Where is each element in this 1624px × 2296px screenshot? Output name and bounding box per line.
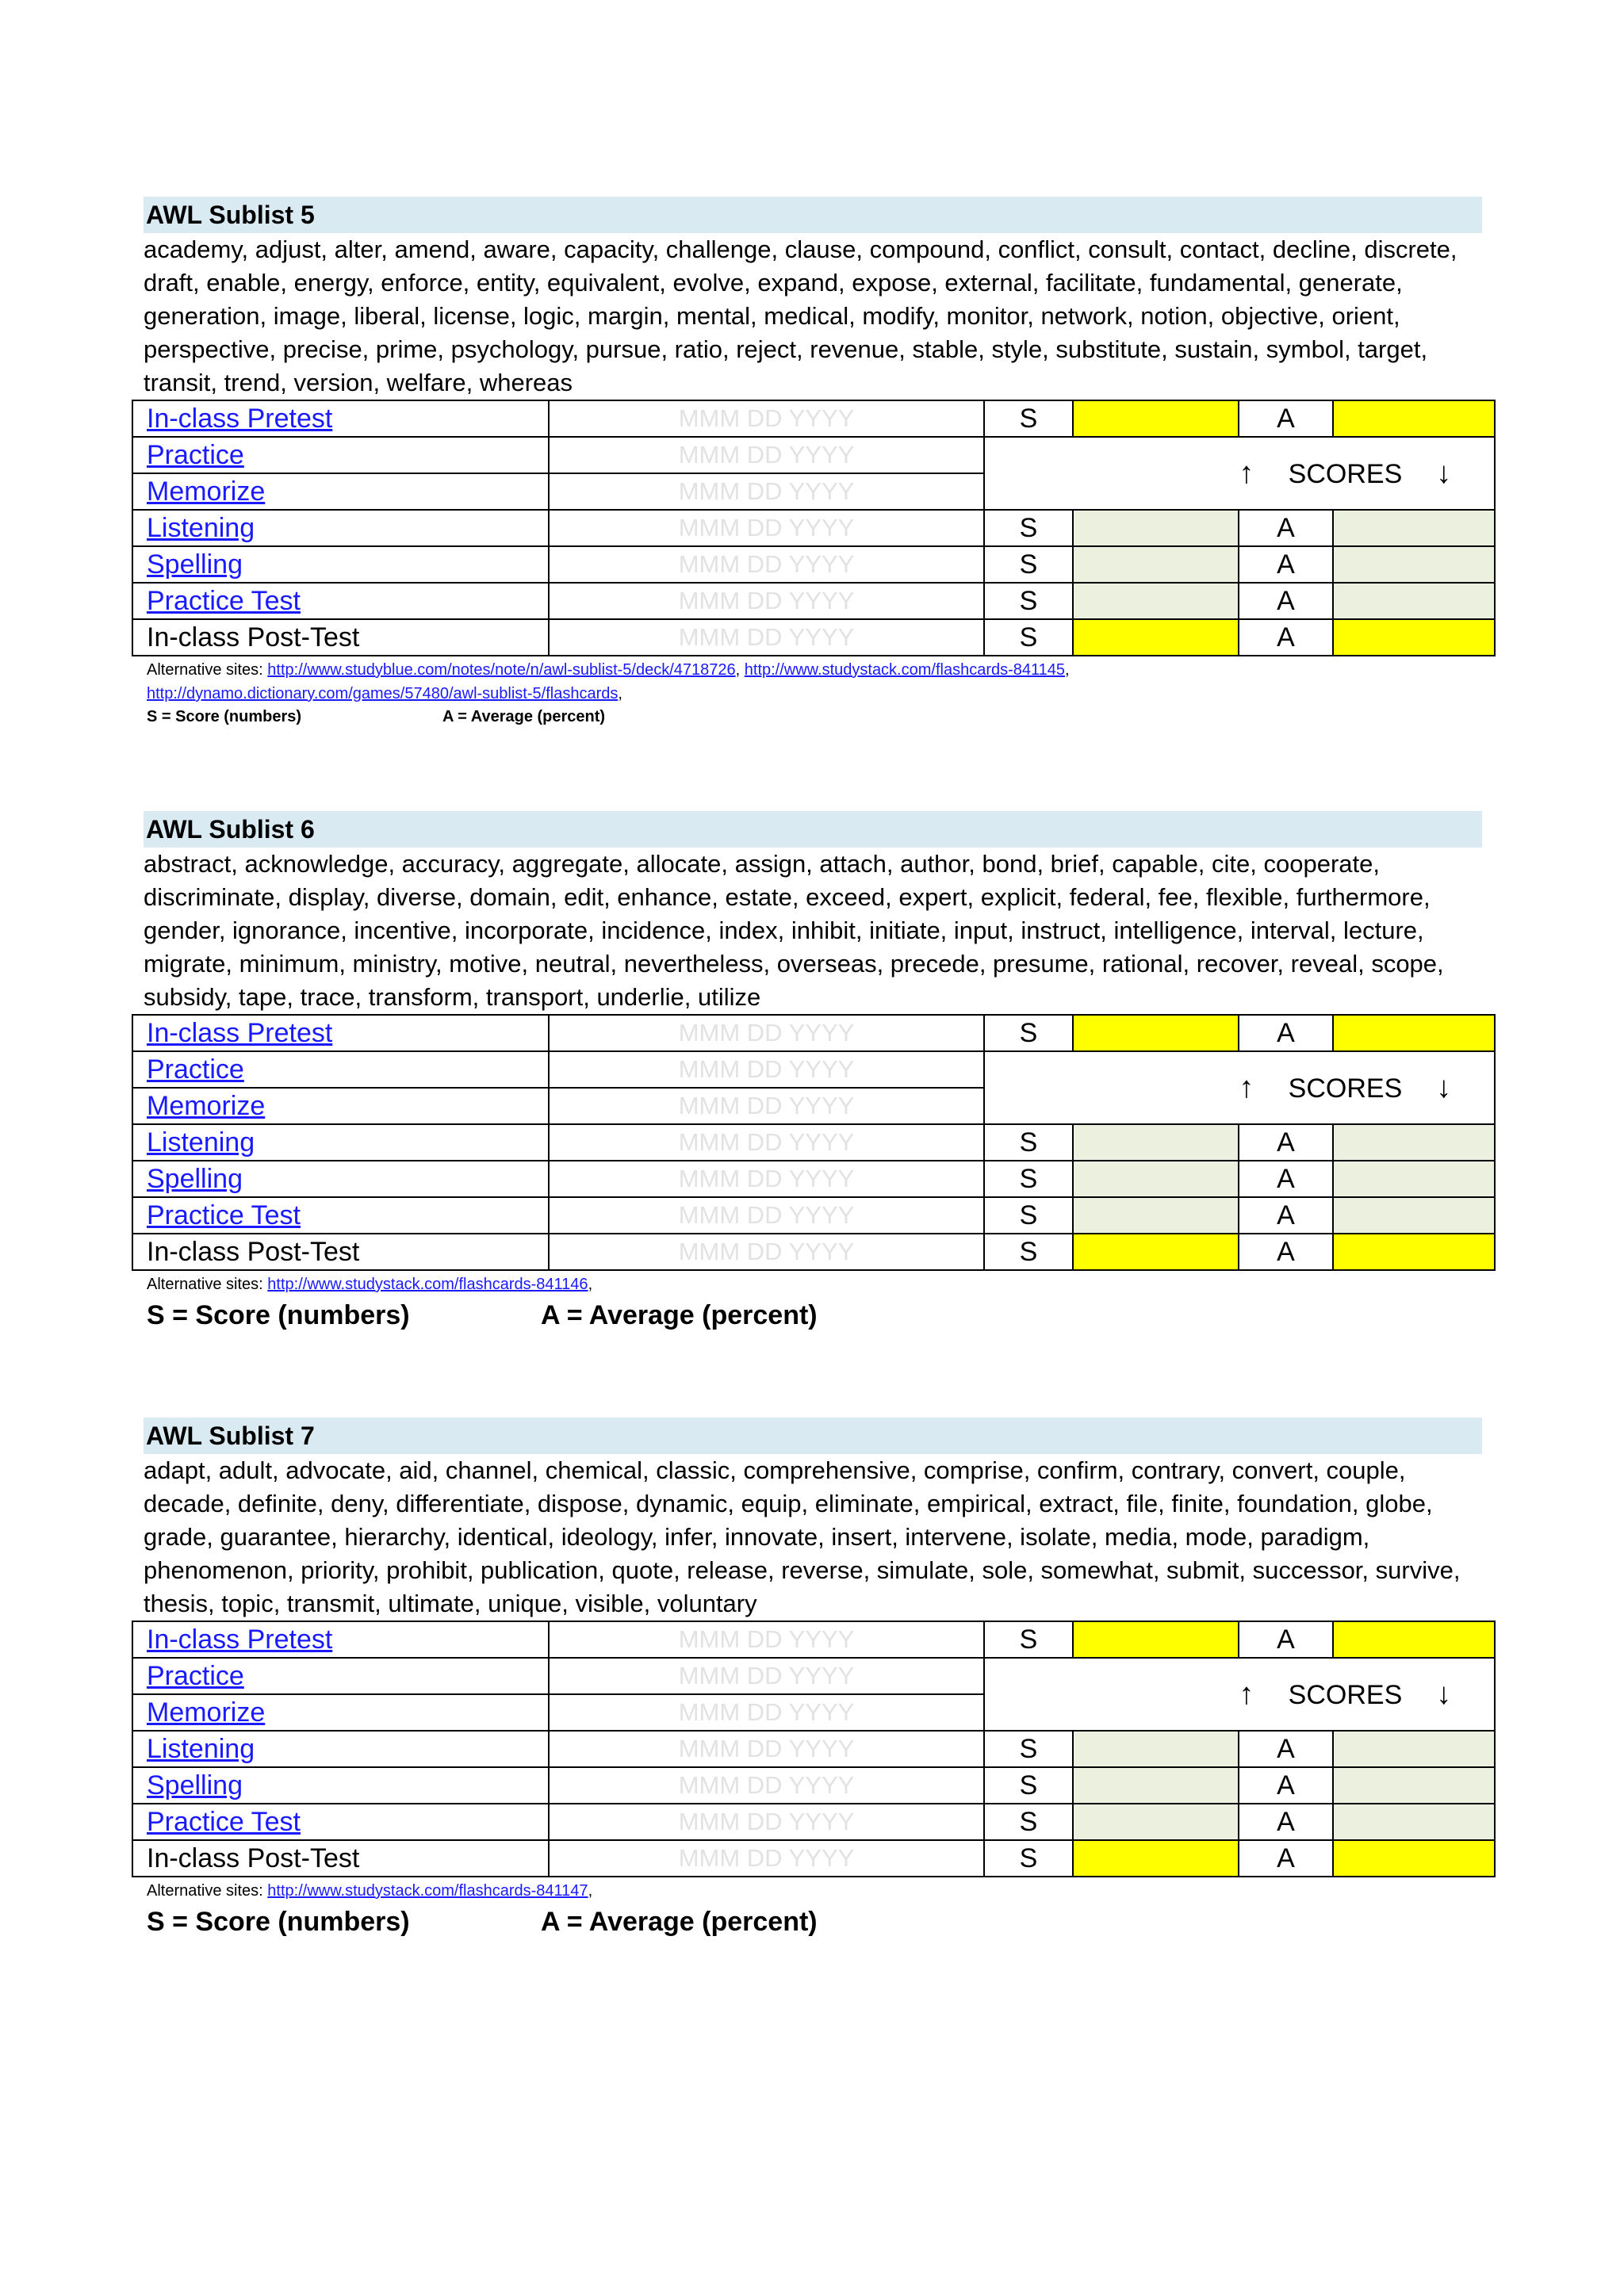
scores-header — [984, 437, 1495, 510]
table-row — [132, 1051, 1495, 1088]
pretest-link[interactable]: In-class Pretest — [147, 403, 333, 434]
arrow-up-icon: ↑ — [1239, 1677, 1254, 1711]
score-label: S — [984, 510, 1073, 546]
listening-link[interactable]: Listening — [147, 1733, 255, 1764]
score-label: S — [984, 1621, 1073, 1658]
score-field[interactable] — [1073, 619, 1239, 656]
score-field[interactable] — [1073, 583, 1239, 619]
average-field[interactable] — [1333, 510, 1495, 546]
arrow-down-icon: ↓ — [1436, 456, 1452, 490]
date-field[interactable]: MMM DD YYYY — [549, 1767, 984, 1804]
table-row — [132, 619, 1495, 656]
table-row — [132, 1804, 1495, 1840]
practice-test-link[interactable]: Practice Test — [147, 1806, 301, 1837]
legend-average: A = Average (percent) — [541, 1907, 818, 1937]
score-label: S — [984, 1234, 1073, 1270]
average-field[interactable] — [1333, 1015, 1495, 1051]
score-label: S — [984, 1804, 1073, 1840]
post-test-label: In-class Post-Test — [132, 1234, 549, 1270]
legend — [147, 1296, 1494, 1334]
pretest-link[interactable]: In-class Pretest — [147, 1017, 333, 1048]
score-field[interactable] — [1073, 1161, 1239, 1197]
alt-site-link[interactable]: http://www.studystack.com/flashcards-841146 — [267, 1276, 588, 1293]
date-field[interactable]: MMM DD YYYY — [549, 510, 984, 546]
table-row — [132, 1161, 1495, 1197]
date-field[interactable]: MMM DD YYYY — [549, 1051, 984, 1088]
alt-site-link[interactable]: http://www.studystack.com/flashcards-841145 — [744, 661, 1066, 679]
date-field[interactable]: MMM DD YYYY — [549, 1840, 984, 1877]
score-field[interactable] — [1073, 1124, 1239, 1161]
legend-average: A = Average (percent) — [442, 708, 606, 725]
score-field[interactable] — [1073, 1621, 1239, 1658]
score-label: S — [984, 1731, 1073, 1767]
score-field[interactable] — [1073, 1234, 1239, 1270]
legend-score: S = Score (numbers) — [147, 1907, 410, 1937]
average-field[interactable] — [1333, 1767, 1495, 1804]
date-field[interactable]: MMM DD YYYY — [549, 1015, 984, 1051]
alternative-sites: Alternative sites: http://www.studystack.com/flashcards-841147, — [147, 1882, 593, 1900]
score-label: S — [984, 583, 1073, 619]
average-field[interactable] — [1333, 1161, 1495, 1197]
spelling-link[interactable]: Spelling — [147, 1163, 243, 1194]
average-label: A — [1239, 400, 1333, 437]
average-field[interactable] — [1333, 619, 1495, 656]
table-row — [132, 510, 1495, 546]
post-test-label: In-class Post-Test — [132, 619, 549, 656]
spelling-link[interactable]: Spelling — [147, 1770, 243, 1800]
average-field[interactable] — [1333, 1731, 1495, 1767]
memorize-link[interactable]: Memorize — [147, 476, 266, 507]
table-row — [132, 1658, 1495, 1694]
scores-header — [984, 1658, 1495, 1731]
listening-link[interactable]: Listening — [147, 1127, 255, 1158]
practice-link[interactable]: Practice — [147, 1660, 244, 1691]
alt-sites-label: Alternative sites: — [147, 1882, 268, 1900]
average-label: A — [1239, 1804, 1333, 1840]
date-field[interactable]: MMM DD YYYY — [549, 473, 984, 510]
score-label: S — [984, 1161, 1073, 1197]
section-title: AWL Sublist 6 — [144, 811, 1482, 848]
date-field[interactable]: MMM DD YYYY — [549, 1694, 984, 1731]
practice-link[interactable]: Practice — [147, 1054, 244, 1085]
legend-average: A = Average (percent) — [541, 1300, 818, 1330]
spelling-link[interactable]: Spelling — [147, 549, 243, 580]
word-list: abstract, acknowledge, accuracy, aggregate, allocate, assign, attach, author, bond, brief, capable, cite, cooperate, discriminate, display, diverse, domain, edit, enhance, estate, exceed, expert, explicit, federal, fee, flexible, furthermore, gender, ignorance, incentive, incorporate, incidence, index, inhibit, initiate, input, instruct, intelligence, interval, lecture, migrate, minimum, ministry, motive, neutral, nevertheless, overseas, precede, presume, rational, recover, reveal, scope, subsidy, tape, trace, transform, transport, underlie, utilize — [144, 850, 1444, 1011]
sublist-section — [132, 811, 1494, 1334]
alt-sites-label: Alternative sites: — [147, 661, 268, 679]
arrow-down-icon: ↓ — [1436, 1070, 1452, 1104]
average-label: A — [1239, 1731, 1333, 1767]
table-row — [132, 1767, 1495, 1804]
memorize-link[interactable]: Memorize — [147, 1090, 266, 1121]
alt-sites-label: Alternative sites: — [147, 1276, 268, 1293]
post-test-label: In-class Post-Test — [132, 1840, 549, 1877]
score-label: S — [984, 1197, 1073, 1234]
score-label: S — [984, 1124, 1073, 1161]
date-field[interactable]: MMM DD YYYY — [549, 1088, 984, 1124]
table-row — [132, 400, 1495, 437]
date-field[interactable]: MMM DD YYYY — [549, 1804, 984, 1840]
word-list: adapt, adult, advocate, aid, channel, chemical, classic, comprehensive, comprise, confirm, contrary, convert, couple, decade, definite, deny, differentiate, dispose, dynamic, equip, eliminate, empirical, extract, file, finite, foundation, globe, grade, guarantee, hierarchy, identical, ideology, infer, innovate, insert, intervene, isolate, media, mode, paradigm, phenomenon, priority, prohibit, publication, quote, release, reverse, simulate, sole, somewhat, submit, successor, survive, thesis, topic, transmit, ultimate, unique, visible, voluntary — [144, 1456, 1461, 1617]
average-label: A — [1239, 1840, 1333, 1877]
section-title: AWL Sublist 7 — [144, 1418, 1482, 1454]
table-row — [132, 1731, 1495, 1767]
date-field[interactable]: MMM DD YYYY — [549, 437, 984, 473]
date-field[interactable]: MMM DD YYYY — [549, 1161, 984, 1197]
average-field[interactable] — [1333, 583, 1495, 619]
table-row — [132, 1197, 1495, 1234]
sublist-section — [132, 1418, 1494, 1941]
score-field[interactable] — [1073, 510, 1239, 546]
word-list: academy, adjust, alter, amend, aware, capacity, challenge, clause, compound, conflict, consult, contact, decline, discrete, draft, enable, energy, enforce, entity, equivalent, evolve, expand, expose, external, facilitate, fundamental, generate, generation, image, liberal, license, logic, margin, mental, medical, modify, monitor, network, notion, objective, orient, perspective, precise, prime, psychology, pursue, ratio, reject, revenue, stable, style, substitute, sustain, symbol, target, transit, trend, version, welfare, whereas — [144, 235, 1457, 396]
sublist-section — [132, 197, 1494, 728]
date-field[interactable]: MMM DD YYYY — [549, 583, 984, 619]
score-label: S — [984, 619, 1073, 656]
average-label: A — [1239, 1197, 1333, 1234]
practice-link[interactable]: Practice — [147, 439, 244, 470]
average-label: A — [1239, 1621, 1333, 1658]
average-label: A — [1239, 583, 1333, 619]
date-field[interactable]: MMM DD YYYY — [549, 400, 984, 437]
score-label: S — [984, 1840, 1073, 1877]
table-row — [132, 437, 1495, 473]
date-field[interactable]: MMM DD YYYY — [549, 1731, 984, 1767]
alt-site-link[interactable]: http://dynamo.dictionary.com/games/57480/awl-sublist-5/flashcards — [147, 685, 619, 702]
average-field[interactable] — [1333, 1234, 1495, 1270]
average-field[interactable] — [1333, 1124, 1495, 1161]
progress-table — [132, 1621, 1496, 1877]
table-row — [132, 583, 1495, 619]
date-field[interactable]: MMM DD YYYY — [549, 619, 984, 656]
arrow-up-icon: ↑ — [1239, 1070, 1254, 1104]
legend — [147, 706, 1494, 728]
average-label: A — [1239, 1124, 1333, 1161]
alt-site-link[interactable]: http://www.studystack.com/flashcards-841147 — [267, 1882, 588, 1900]
score-field[interactable] — [1073, 1840, 1239, 1877]
alternative-sites: Alternative sites: http://www.studyblue.com/notes/note/n/awl-sublist-5/deck/4718726, http://www.studystack.com/flashcards-841145, http://dynamo.dictionary.com/games/57480/awl-sublist-5/flashcards, — [147, 661, 1070, 702]
score-field[interactable] — [1073, 1804, 1239, 1840]
average-field[interactable] — [1333, 1804, 1495, 1840]
average-field[interactable] — [1333, 546, 1495, 583]
average-field[interactable] — [1333, 1621, 1495, 1658]
score-label: S — [984, 1767, 1073, 1804]
score-label: S — [984, 546, 1073, 583]
score-field[interactable] — [1073, 1015, 1239, 1051]
average-label: A — [1239, 546, 1333, 583]
legend-score: S = Score (numbers) — [147, 1300, 410, 1330]
table-row — [132, 1621, 1495, 1658]
average-field[interactable] — [1333, 400, 1495, 437]
score-field[interactable] — [1073, 400, 1239, 437]
scores-label: SCORES — [1288, 458, 1403, 489]
date-field[interactable]: MMM DD YYYY — [549, 1621, 984, 1658]
average-label: A — [1239, 510, 1333, 546]
arrow-down-icon: ↓ — [1436, 1677, 1452, 1711]
table-row — [132, 1840, 1495, 1877]
score-label: S — [984, 1015, 1073, 1051]
section-title: AWL Sublist 5 — [144, 197, 1482, 233]
memorize-link[interactable]: Memorize — [147, 1697, 266, 1728]
progress-table — [132, 400, 1496, 656]
score-field[interactable] — [1073, 1197, 1239, 1234]
practice-test-link[interactable]: Practice Test — [147, 585, 301, 616]
practice-test-link[interactable]: Practice Test — [147, 1200, 301, 1230]
listening-link[interactable]: Listening — [147, 512, 255, 543]
legend-score: S = Score (numbers) — [147, 708, 302, 725]
scores-label: SCORES — [1288, 1679, 1403, 1710]
arrow-up-icon: ↑ — [1239, 456, 1254, 490]
date-field[interactable]: MMM DD YYYY — [549, 1658, 984, 1694]
score-label: S — [984, 400, 1073, 437]
average-label: A — [1239, 1161, 1333, 1197]
table-row — [132, 1234, 1495, 1270]
progress-table — [132, 1014, 1496, 1271]
date-field[interactable]: MMM DD YYYY — [549, 1234, 984, 1270]
date-field[interactable]: MMM DD YYYY — [549, 1124, 984, 1161]
average-label: A — [1239, 1015, 1333, 1051]
table-row — [132, 1015, 1495, 1051]
score-field[interactable] — [1073, 1767, 1239, 1804]
score-field[interactable] — [1073, 1731, 1239, 1767]
pretest-link[interactable]: In-class Pretest — [147, 1624, 333, 1655]
alternative-sites: Alternative sites: http://www.studystack.com/flashcards-841146, — [147, 1276, 593, 1293]
score-field[interactable] — [1073, 546, 1239, 583]
scores-header — [984, 1051, 1495, 1124]
average-label: A — [1239, 619, 1333, 656]
scores-label: SCORES — [1288, 1073, 1403, 1104]
alt-site-link[interactable]: http://www.studyblue.com/notes/note/n/awl-sublist-5/deck/4718726 — [267, 661, 736, 679]
date-field[interactable]: MMM DD YYYY — [549, 1197, 984, 1234]
average-label: A — [1239, 1767, 1333, 1804]
date-field[interactable]: MMM DD YYYY — [549, 546, 984, 583]
legend — [147, 1903, 1494, 1941]
table-row — [132, 1124, 1495, 1161]
average-field[interactable] — [1333, 1197, 1495, 1234]
average-label: A — [1239, 1234, 1333, 1270]
table-row — [132, 546, 1495, 583]
average-field[interactable] — [1333, 1840, 1495, 1877]
